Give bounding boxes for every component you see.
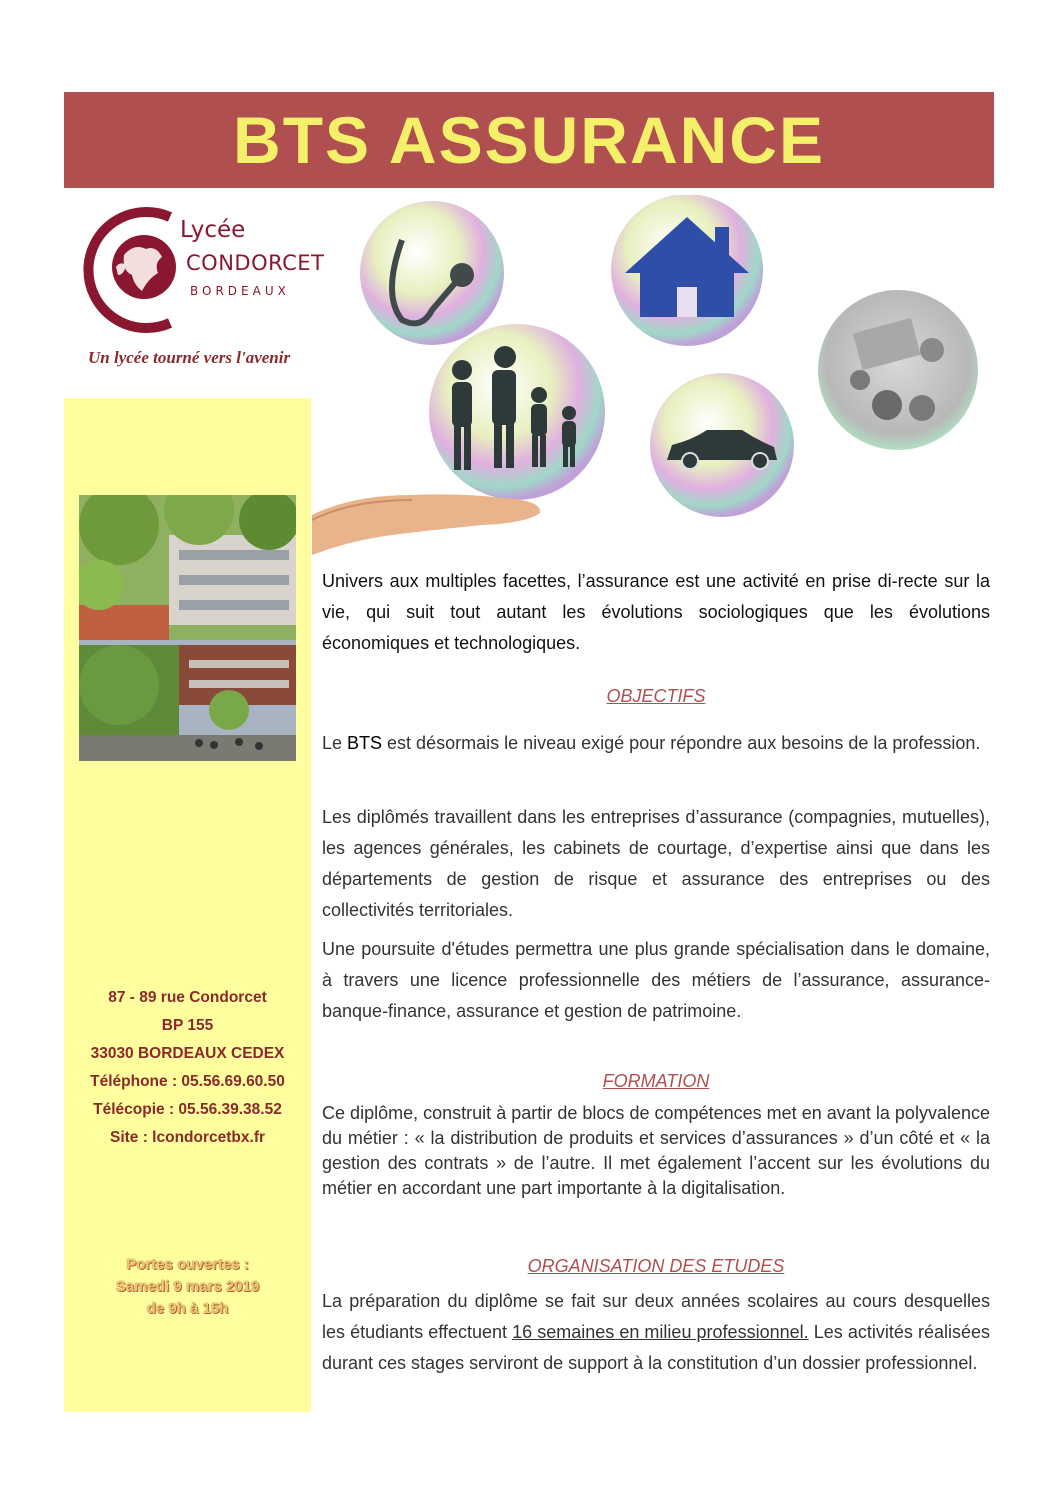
stethoscope-bubble-icon <box>360 201 504 345</box>
house-bubble-icon <box>611 195 763 346</box>
open-days-info <box>64 1254 311 1320</box>
insurance-illustration <box>312 195 1002 565</box>
organisation-p1-before: La préparation du diplôme se fait sur deux années scolaires au cours desquelles les étudiants effectuent <box>322 1291 990 1342</box>
open-days-title: Portes ouvertes : <box>126 1256 249 1273</box>
contact-info <box>64 984 311 1152</box>
address-line-3: 33030 BORDEAUX CEDEX <box>90 1045 285 1062</box>
bts-label: BTS <box>347 733 383 753</box>
organisation-paragraph <box>322 1286 990 1379</box>
address-line-1: 87 - 89 rue Condorcet <box>108 989 267 1006</box>
section-title-organisation: ORGANISATION DES ETUDES <box>527 1256 785 1276</box>
tagline: Un lycée tourné vers l'avenir <box>88 348 291 367</box>
title-banner <box>64 92 994 188</box>
objectifs-p1-before: Le <box>322 733 348 753</box>
formation-paragraph: Ce diplôme, construit à partir de blocs de compétences met en avant la polyvalence du métier : « la distribution de produits et services d’assurances » d’un côté et « la gestion des contrats » de l’autre. Il met également l’accent sur les évolutions du métier en accordant une part importante à la digitalisation. <box>322 1103 990 1198</box>
coins-bubble-icon <box>818 290 978 450</box>
page-title: BTS ASSURANCE <box>233 103 825 177</box>
objectifs-paragraph-1 <box>322 728 990 759</box>
logo-text-lycee: Lycée <box>180 217 246 243</box>
hand-icon <box>312 494 540 555</box>
section-title-formation: FORMATION <box>602 1071 710 1091</box>
school-logo <box>82 205 332 335</box>
logo-text-bordeaux: BORDEAUX <box>190 284 290 298</box>
open-days-date: Samedi 9 mars 2019 <box>115 1278 260 1295</box>
address-line-2: BP 155 <box>161 1017 214 1034</box>
section-title-objectifs: OBJECTIFS <box>606 686 706 706</box>
objectifs-paragraph-3: Une poursuite d'études permettra une plus grande spécialisation dans le domaine, à travers une licence professionnelle des métiers de l’assurance, assurance-banque-finance, assurance et gestion de patrimoine. <box>322 939 990 1021</box>
school-photo <box>79 495 296 761</box>
car-bubble-icon <box>650 373 794 517</box>
objectifs-p1-after: est désormais le niveau exigé pour répondre aux besoins de la profession. <box>382 733 981 753</box>
objectifs-paragraph-2: Les diplômés travaillent dans les entreprises d’assurance (compagnies, mutuelles), les agences générales, les cabinets de courtage, d’expertise ainsi que dans les départements de gestion de risque et assurance des entreprises ou des collectivités territoriales. <box>322 807 990 920</box>
internship-duration: 16 semaines en milieu professionnel. <box>512 1322 809 1342</box>
phone-number: Téléphone : 05.56.69.60.50 <box>90 1073 285 1090</box>
family-bubble-icon <box>429 324 605 500</box>
logo-text-condorcet: CONDORCET <box>186 251 325 275</box>
organisation-p1-after: Les activités réalisées durant ces stages serviront de support à la constitution d’un dossier professionnel. <box>322 1322 990 1373</box>
open-days-hours: de 9h à 15h <box>146 1300 229 1317</box>
intro-paragraph: Univers aux multiples facettes, l’assurance est une activité en prise di-recte sur la vie, qui suit tout autant les évolutions sociologiques que les évolutions économiques et technologiques. <box>322 571 990 653</box>
fax-number: Télécopie : 05.56.39.38.52 <box>93 1101 282 1118</box>
website: Site : lcondorcetbx.fr <box>109 1129 266 1146</box>
